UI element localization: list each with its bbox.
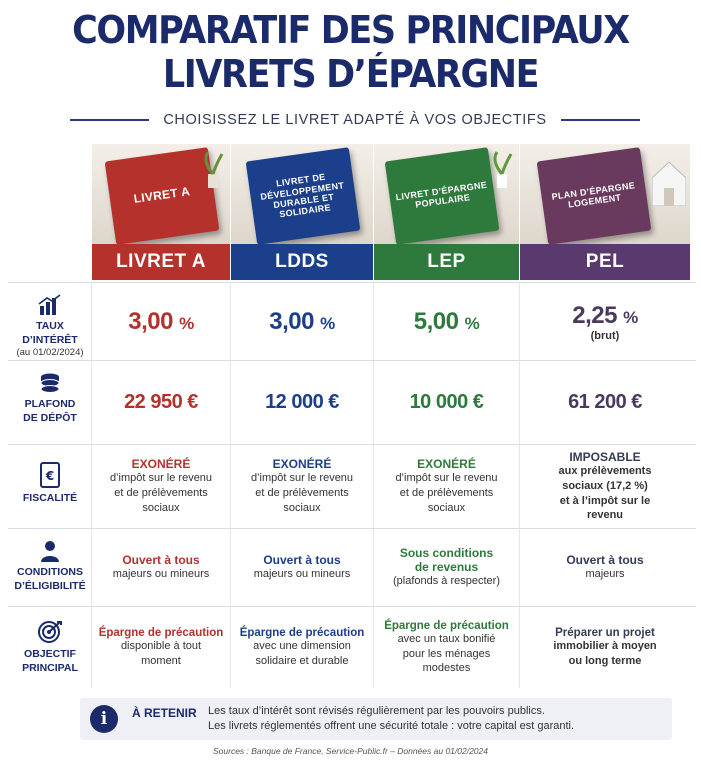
ceiling-ldds: 12 000 €	[265, 391, 339, 413]
subtitle-rule-left	[70, 119, 149, 121]
person-icon	[39, 540, 61, 562]
target-icon	[37, 620, 63, 644]
book-image-pel	[520, 144, 690, 244]
rate-lep: 5,00 %	[413, 307, 480, 335]
euro-document-icon	[39, 462, 61, 488]
book-ldds: LIVRET DE DÉVELOPPEMENT DURABLE ET SOLIDAIRE	[246, 147, 361, 244]
title-line-1: COMPARATIF DES PRINCIPAUX	[72, 8, 629, 52]
row-label-ceiling: PLAFOND DE DÉPÔT	[8, 372, 92, 425]
tax-pel: IMPOSABLE aux prélèvements sociaux (17,2 %) et à l’impôt sur le revenu	[558, 449, 652, 522]
plant-icon	[491, 148, 513, 188]
retenir-text: Les taux d’intérêt sont révisés régulièrement par les pouvoirs publics. Les livrets réglementés offrent une sécurité totale : votre capital est garanti.	[208, 704, 575, 732]
ceiling-lep: 10 000 €	[409, 391, 484, 413]
book-image-ldds	[231, 144, 373, 244]
rate-pel: 2,25 % (brut)	[572, 301, 638, 342]
header-livret-a: LIVRET A	[92, 244, 230, 280]
obj-pel: Préparer un projet immobilier à moyen ou long terme	[553, 627, 657, 667]
plant-icon	[202, 148, 224, 188]
row-label-rate: TAUX D’INTÉRÊT (au 01/02/2024)	[8, 294, 92, 360]
header-ldds: LDDS	[231, 244, 373, 280]
tax-ldds: EXONÉRÉ d’impôt sur le revenu et de prélèvements sociaux	[250, 457, 354, 514]
title-line-2: LIVRETS D’ÉPARGNE	[162, 52, 539, 96]
book-pel: PLAN D’ÉPARGNE LOGEMENT	[537, 147, 652, 244]
elig-ldds: Ouvert à tous majeurs ou mineurs	[253, 553, 351, 581]
obj-lep: Épargne de précaution avec un taux bonifié pour les ménages modestes	[384, 619, 509, 675]
row-label-tax: € FISCALITÉ	[8, 462, 92, 506]
header-lep: LEP	[374, 244, 519, 280]
rate-livret-a: 3,00 %	[128, 307, 194, 335]
rate-ldds: 3,00 %	[269, 307, 335, 335]
tax-livret-a: EXONÉRÉ d’impôt sur le revenu et de prélèvements sociaux	[109, 457, 213, 514]
book-image-lep	[374, 144, 519, 244]
info-icon: i	[90, 705, 118, 733]
bar-chart-icon	[38, 294, 62, 316]
subtitle-rule-right	[561, 119, 640, 121]
house-icon	[652, 158, 686, 206]
ceiling-livret-a: 22 950 €	[124, 391, 198, 413]
elig-pel: Ouvert à tous majeurs	[566, 553, 644, 581]
header-pel: PEL	[520, 244, 690, 280]
sources: Sources : Banque de France, Service-Public.fr – Données au 01/02/2024	[212, 746, 488, 756]
tax-lep: EXONÉRÉ d’impôt sur le revenu et de prélèvements sociaux	[395, 457, 498, 514]
retenir-title: À RETENIR	[132, 706, 197, 720]
svg-text:€: €	[45, 469, 55, 483]
book-lep: LIVRET D’ÉPARGNE POPULAIRE	[385, 147, 500, 244]
row-label-elig: CONDITIONS D’ÉLIGIBILITÉ	[8, 540, 92, 593]
retenir-box	[80, 698, 672, 740]
book-image-livret-a	[92, 144, 230, 244]
elig-livret-a: Ouvert à tous majeurs ou mineurs	[112, 553, 210, 581]
elig-lep: Sous conditions de revenus (plafonds à respecter)	[393, 546, 500, 588]
obj-ldds: Épargne de précaution avec une dimension solidaire et durable	[239, 627, 365, 667]
subtitle: CHOISISSEZ LE LIVRET ADAPTÉ À VOS OBJECTIFS	[163, 112, 547, 128]
book-livret-a: LIVRET A	[105, 147, 220, 244]
obj-livret-a: Épargne de précaution disponible à tout moment	[98, 627, 224, 667]
coins-icon	[38, 372, 62, 394]
subtitle-row	[70, 108, 640, 132]
ceiling-pel: 61 200 €	[568, 391, 642, 413]
rate-note-pel: (brut)	[590, 329, 620, 342]
row-label-obj: OBJECTIF PRINCIPAL	[8, 620, 92, 675]
